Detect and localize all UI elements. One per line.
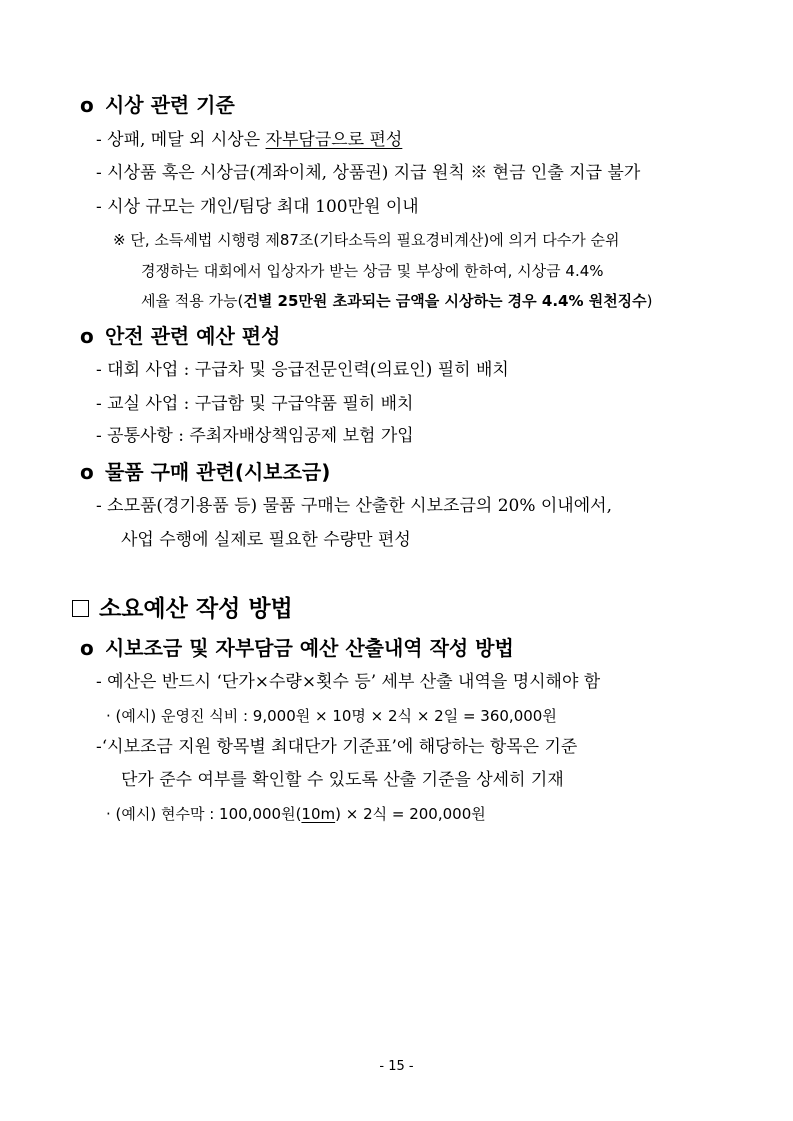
awards-item-2: - 시상품 혹은 시상금(계좌이체, 상품권) 지급 원칙 ※ 현금 인출 지급 불가: [96, 163, 641, 183]
calculation-item-2-continued: 단가 준수 여부를 확인할 수 있도록 산출 기준을 상세히 기재: [121, 770, 564, 790]
item-text: - 상패, 메달 외 시상은: [96, 130, 266, 150]
calculation-item-1: - 예산은 반드시 ‘단가×수량×횟수 등’ 세부 산출 내역을 명시해야 함: [96, 672, 601, 692]
heading-text: 시상 관련 기준: [104, 93, 235, 117]
purchase-item-1-continued: 사업 수행에 실제로 필요한 수량만 편성: [121, 530, 411, 550]
awards-note-line-1: ※ 단, 소득세법 시행령 제87조(기타소득의 필요경비계산)에 의거 다수가 순위: [113, 231, 620, 249]
example-text: ) × 2식 = 200,000원: [335, 805, 486, 823]
section-heading-purchase: [80, 462, 330, 482]
main-section-heading: [72, 598, 293, 621]
awards-note-line-3: [141, 294, 653, 309]
page-number: - 15 -: [379, 1059, 414, 1074]
section-heading-safety: [80, 326, 280, 346]
circle-bullet-icon: o: [80, 636, 94, 660]
awards-item-1: [96, 132, 402, 149]
awards-item-3: - 시상 규모는 개인/팀당 최대 100만원 이내: [96, 197, 419, 217]
heading-text: 소요예산 작성 방법: [99, 596, 293, 622]
awards-note-line-2: 경쟁하는 대회에서 입상자가 받는 상금 및 부상에 한하여, 시상금 4.4%: [141, 262, 604, 280]
underlined-text: 자부담금으로 편성: [265, 130, 403, 150]
heading-text: 안전 관련 예산 편성: [104, 324, 281, 348]
section-heading-calculation: [80, 638, 514, 658]
section-heading-awards: [80, 95, 235, 115]
note-text: ): [646, 292, 653, 310]
circle-bullet-icon: o: [80, 460, 94, 484]
underlined-text: 10m: [301, 805, 336, 823]
safety-item-1: - 대회 사업 : 구급차 및 응급전문인력(의료인) 필히 배치: [96, 360, 509, 380]
safety-item-3: - 공통사항 : 주최자배상책임공제 보험 가입: [96, 426, 414, 446]
example-text: · (예시) 현수막 : 100,000원(: [106, 805, 302, 823]
square-box-icon: [72, 600, 89, 617]
calculation-item-2: -‘시보조금 지원 항목별 최대단가 기준표’에 해당하는 항목은 기준: [96, 737, 578, 757]
heading-text: 물품 구매 관련(시보조금): [104, 460, 331, 484]
bold-note-text: 건별 25만원 초과되는 금액을 시상하는 경우 4.4% 원천징수: [243, 292, 647, 310]
heading-text: 시보조금 및 자부담금 예산 산출내역 작성 방법: [104, 636, 514, 660]
note-text: 세율 적용 가능(: [141, 292, 244, 310]
purchase-item-1: - 소모품(경기용품 등) 물품 구매는 산출한 시보조금의 20% 이내에서,: [96, 496, 612, 516]
calculation-example-1: · (예시) 운영진 식비 : 9,000원 × 10명 × 2식 × 2일 = 360,000원: [106, 707, 557, 725]
circle-bullet-icon: o: [80, 324, 94, 348]
circle-bullet-icon: o: [80, 93, 94, 117]
calculation-example-2: [106, 807, 486, 822]
safety-item-2: - 교실 사업 : 구급함 및 구급약품 필히 배치: [96, 394, 414, 414]
